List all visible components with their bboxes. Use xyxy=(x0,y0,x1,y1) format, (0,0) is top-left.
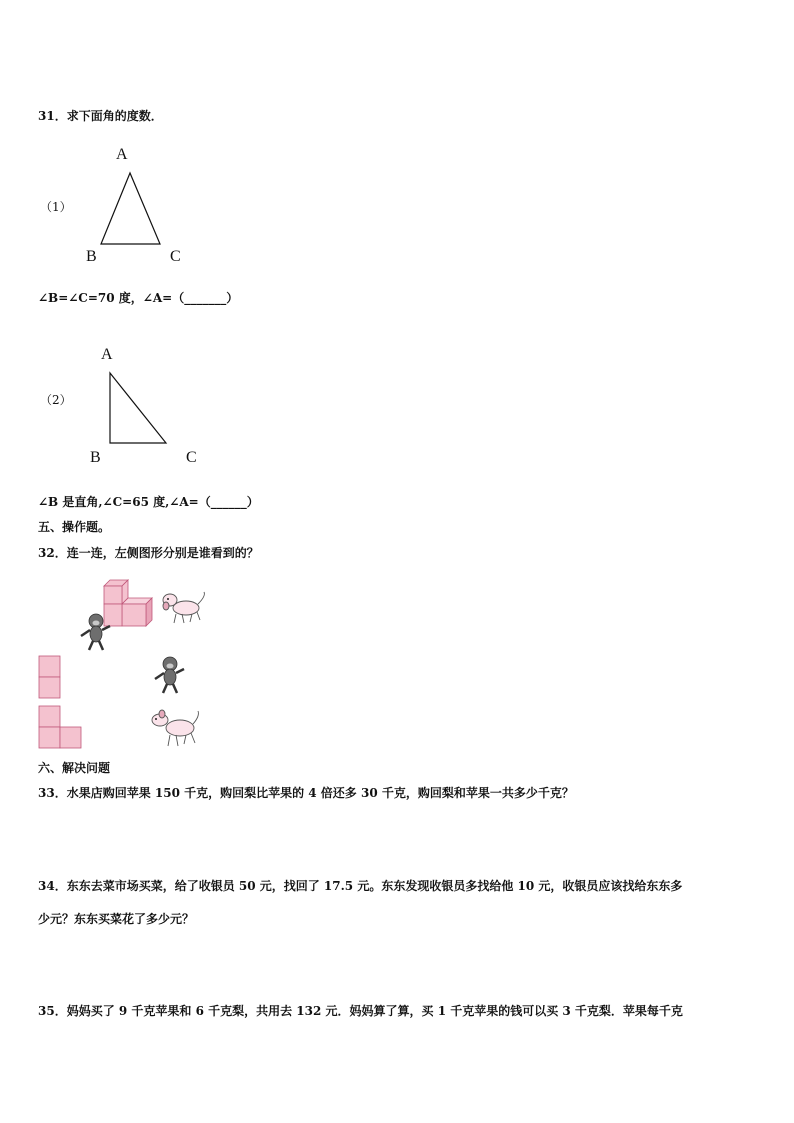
view-l-shape-squares[interactable] xyxy=(38,705,84,749)
q31-1-prompt: ∠B=∠C=70 度，∠A=（_______） xyxy=(38,291,239,305)
q31-2-prompt: ∠B 是直角,∠C=65 度,∠A=（______） xyxy=(38,495,259,509)
q32-title: 32．连一连，左侧图形分别是谁看到的？ xyxy=(38,546,259,560)
q34-line1: 34．东东去菜市场买菜，给了收银员 50 元，找回了 17.5 元。东东发现收银员多找给他 10 元，收银员应该找给东东多 xyxy=(38,879,683,893)
q31-title: 31．求下面角的度数． xyxy=(38,109,163,123)
q31-1-label: （1） xyxy=(40,200,72,214)
dog-icon-option[interactable] xyxy=(150,710,202,750)
q35-text: 35．妈妈买了 9 千克苹果和 6 千克梨，共用去 132 元．妈妈算了算，买 1 千克苹果的钱可以买 3 千克梨．苹果每千克 xyxy=(38,1004,683,1018)
view-vertical-two-squares[interactable] xyxy=(38,655,62,699)
q31-2-label: （2） xyxy=(40,393,72,407)
section5-title: 五、操作题。 xyxy=(38,520,111,534)
q33-text: 33．水果店购回苹果 150 千克，购回梨比苹果的 4 倍还多 30 千克，购回梨和苹果一共多少千克？ xyxy=(38,786,574,800)
q31-2-vertex-a: A xyxy=(101,346,113,363)
monkey-icon[interactable] xyxy=(78,612,114,652)
dog-icon[interactable] xyxy=(160,590,208,626)
q31-1-isosceles-triangle xyxy=(100,172,162,246)
q31-2-vertex-b: B xyxy=(90,449,101,466)
q31-2-right-triangle xyxy=(109,372,169,446)
q31-1-vertex-a: A xyxy=(116,146,128,163)
section6-title: 六、解决问题 xyxy=(38,761,111,775)
q31-1-vertex-b: B xyxy=(86,248,97,265)
q34-line2: 少元？东东买菜花了多少元？ xyxy=(38,912,195,926)
q31-2-vertex-c: C xyxy=(186,449,197,466)
q31-1-vertex-c: C xyxy=(170,248,181,265)
monkey-icon-option[interactable] xyxy=(152,655,188,695)
